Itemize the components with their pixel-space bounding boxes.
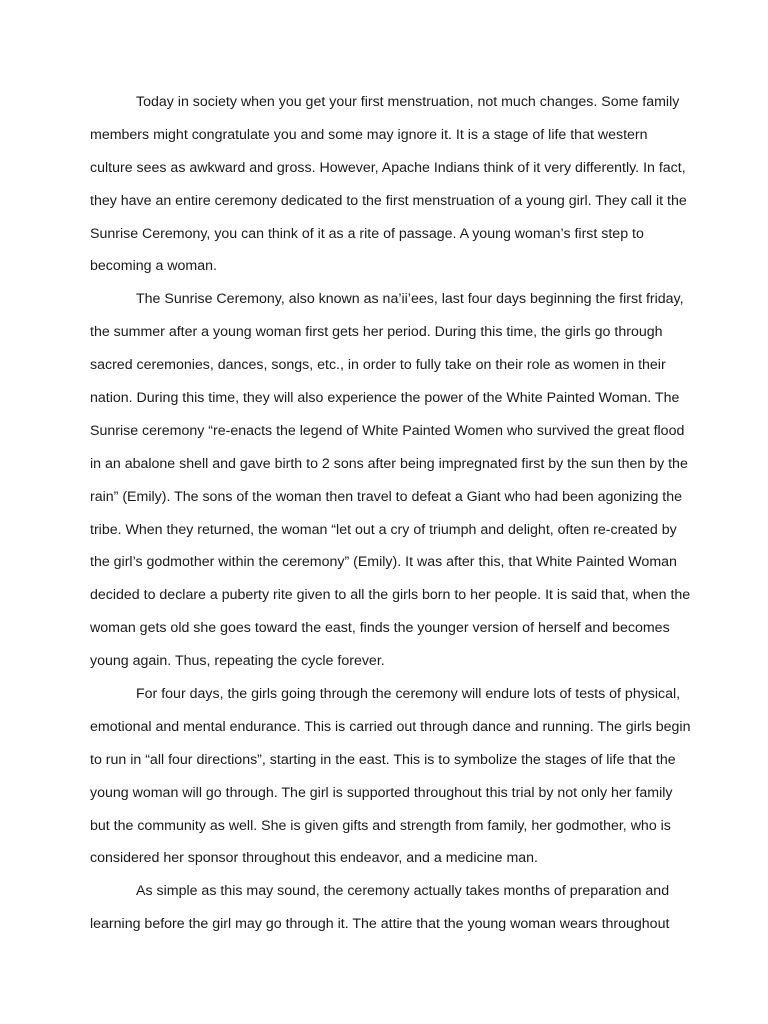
- paragraph-line: young woman will go through. The girl is supported throughout this trial by not only her family: [90, 784, 673, 801]
- paragraph-line: tribe. When they returned, the woman “let out a cry of triumph and delight, often re-created by: [90, 521, 677, 538]
- document-body: [90, 88, 691, 943]
- paragraph-line: Sunrise Ceremony, you can think of it as a rite of passage. A young woman’s first step to: [90, 225, 644, 242]
- paragraph-first-line: For four days, the girls going through the ceremony will endure lots of tests of physical,: [136, 686, 681, 703]
- paragraph-line: to run in “all four directions”, starting in the east. This is to symbolize the stages of life that the: [90, 751, 676, 768]
- paragraph-line: Sunrise ceremony “re-enacts the legend of White Painted Women who survived the great flood: [90, 422, 685, 439]
- paragraph-line: emotional and mental endurance. This is carried out through dance and running. The girls begin: [90, 718, 691, 735]
- paragraph-line: members might congratulate you and some may ignore it. It is a stage of life that western: [90, 126, 648, 143]
- paragraph-line: in an abalone shell and gave birth to 2 sons after being impregnated first by the sun then by the: [90, 455, 688, 472]
- paragraph-line: the girl’s godmother within the ceremony” (Emily). It was after this, that White Painted Woman: [90, 554, 677, 571]
- paragraph-first-line: The Sunrise Ceremony, also known as na’ii’ees, last four days beginning the first friday,: [136, 291, 684, 308]
- paragraph-line: nation. During this time, they will also experience the power of the White Painted Woman. The: [90, 390, 680, 407]
- paragraph-line: the summer after a young woman first gets her period. During this time, the girls go through: [90, 324, 663, 341]
- paragraph-line: sacred ceremonies, dances, songs, etc., in order to fully take on their role as women in their: [90, 357, 666, 374]
- paragraph-line: becoming a woman.: [90, 258, 217, 275]
- paragraph-first-line: Today in society when you get your first menstruation, not much changes. Some family: [136, 94, 680, 110]
- paragraph-line: woman gets old she goes toward the east, finds the younger version of herself and becomes: [90, 620, 670, 637]
- paragraph-line: they have an entire ceremony dedicated to the first menstruation of a young girl. They call it the: [90, 192, 687, 209]
- paragraph-line: but the community as well. She is given gifts and strength from family, her godmother, who is: [90, 817, 671, 834]
- paragraph-line: decided to declare a puberty rite given to all the girls born to her people. It is said that, when the: [90, 587, 691, 604]
- paragraph-line: young again. Thus, repeating the cycle forever.: [90, 653, 385, 670]
- paragraph-line: learning before the girl may go through it. The attire that the young woman wears throughout: [90, 916, 670, 933]
- paragraph-line: culture sees as awkward and gross. However, Apache Indians think of it very differently. In fact,: [90, 159, 686, 176]
- paragraph-line: rain” (Emily). The sons of the woman then travel to defeat a Giant who had been agonizing the: [90, 488, 683, 505]
- paragraph-first-line: As simple as this may sound, the ceremony actually takes months of preparation and: [136, 883, 670, 900]
- paragraph-line: considered her sponsor throughout this endeavor, and a medicine man.: [90, 850, 538, 867]
